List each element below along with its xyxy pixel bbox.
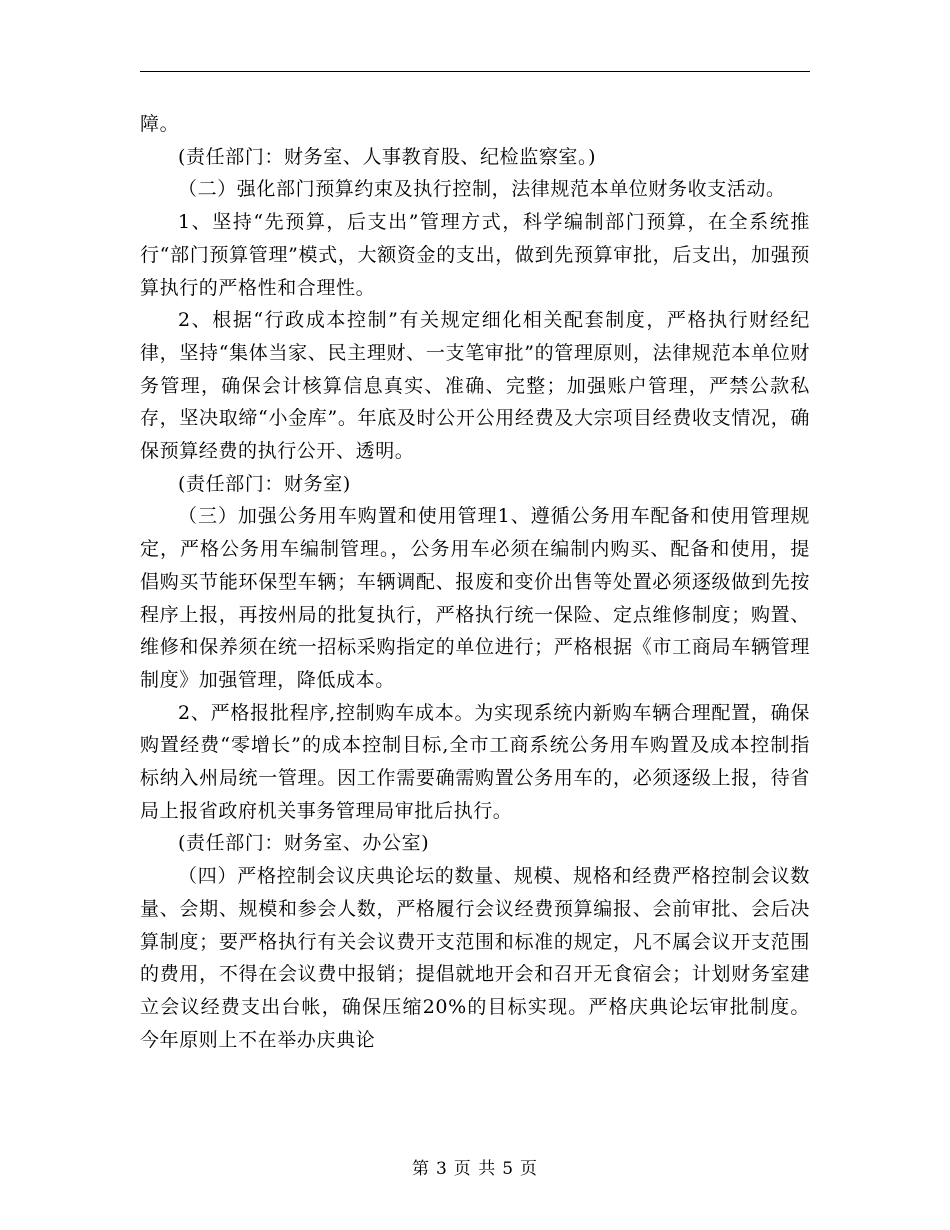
page-footer (0, 1154, 950, 1179)
document-body (140, 108, 810, 1056)
section-heading: （四）严格控制会议庆典论坛的数量、规模、规格和经费严格控制会议数量、会期、规模和参会人数，严格履行会议经费预算编报、会前审批、会后决算制度；要严格执行有关会议费开支范围和标准的规定，凡不属会议开支范围的费用，不得在会议费中报销；提倡就地开会和召开无食宿会；计划财务室建立会议经费支出台帐，确保压缩20%的目标实现。严格庆典论坛审批制度。今年原则上不在举办庆典论 (140, 865, 810, 1051)
section-heading: （二）强化部门预算约束及执行控制，法律规范本单位财务收支活动。 (178, 178, 786, 201)
paragraph: 障。 (140, 113, 180, 135)
paragraph: (责任部门：财务室) (178, 472, 351, 495)
footer-middle: 页 共 (453, 1159, 497, 1179)
footer-total-pages: 5 (502, 1159, 515, 1179)
footer-prefix: 第 (411, 1159, 430, 1179)
paragraph: 2、根据“行政成本控制”有关规定细化相关配套制度，严格执行财经纪律，坚持“集体当家、民主理财、一支笔审批”的管理原则，法律规范本单位财务管理，确保会计核算信息真实、准确、完整；加强账户管理，严禁公款私存，坚决取缔“小金库”。年底及时公开公用经费及大宗项目经费收支情况，确保预算经费的执行公开、透明。 (140, 309, 810, 463)
paragraph: (责任部门：财务室、人事教育股、纪检监察室。) (178, 145, 597, 168)
section-heading: （三）加强公务用车购置和使用管理1、遵循公务用车配备和使用管理规定，严格公务用车编制管理。，公务用车必须在编制内购买、配备和使用，提倡购买节能环保型车辆；车辆调配、报废和变价出售等处置必须逐级做到先按程序上报，再按州局的批复执行，严格执行统一保险、定点维修制度；购置、维修和保养须在统一招标采购指定的单位进行；严格根据《市工商局车辆管理制度》加强管理，降低成本。 (140, 505, 810, 691)
header-rule (140, 71, 810, 72)
paragraph: (责任部门：财务室、办公室) (178, 832, 430, 855)
footer-suffix: 页 (520, 1159, 539, 1179)
paragraph: 1、坚持“先预算，后支出”管理方式，科学编制部门预算，在全系统推行“部门预算管理”模式，大额资金的支出，做到先预算审批，后支出，加强预算执行的严格性和合理性。 (140, 211, 810, 299)
footer-page-number: 3 (435, 1159, 448, 1179)
paragraph: 2、严格报批程序,控制购车成本。为实现系统内新购车辆合理配置，确保购置经费“零增长”的成本控制目标,全市工商系统公务用车购置及成本控制指标纳入州局统一管理。因工作需要确需购置公务用车的，必须逐级上报，待省局上报省政府机关事务管理局审批后执行。 (140, 701, 810, 822)
